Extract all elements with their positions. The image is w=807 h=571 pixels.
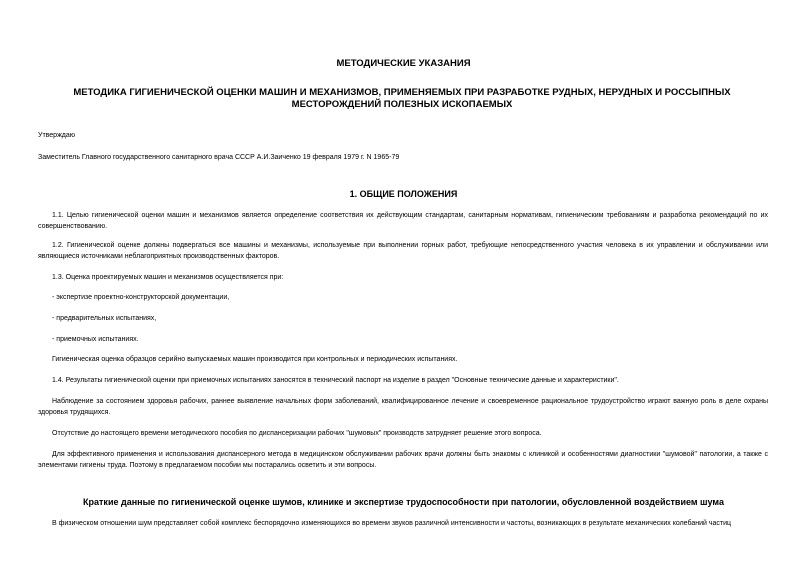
paragraph-1-2: 1.2. Гигиенической оценке должны подвергаться все машины и механизмы, используемые при выполнении горных работ, требующие непосредственного участия человека в их управлении и обслуживании или являющиеся источниками неблагоприятных производственных факторов.: [38, 242, 768, 260]
list-item-acceptance: - приемочных испытаниях.: [52, 336, 139, 343]
paragraph-physical: В физическом отношении шум представляет собой комплекс беспорядочно изменяющихся во времени звуков различной интенсивности и частоты, возникающих в результате механических колебаний частиц: [52, 520, 732, 527]
document-heading: МЕТОДИЧЕСКИЕ УКАЗАНИЯ: [336, 58, 471, 69]
approval-label: Утверждаю: [38, 132, 75, 139]
list-item-expertise: - экспертизе проектно-конструкторской документации,: [52, 294, 230, 301]
paragraph-effective: Для эффективного применения и использования диспансерного метода в медицинском обслуживании рабочих врачи должны быть знакомы с клиникой и особенностями диагностики "шумовой" патологии, а также с элементами гигиены труда. Поэтому в предлагаемом пособии мы постарались осветить и эти вопросы.: [38, 451, 768, 469]
paragraph-1-4: 1.4. Результаты гигиенической оценки при приемочных испытаниях заносятся в технический паспорт на изделие в раздел "Основные технические данные и характеристики".: [52, 377, 619, 384]
paragraph-absence: Отсутствие до настоящего времени методического пособия по диспансеризации рабочих "шумовых" производств затрудняет решение этого вопроса.: [52, 430, 542, 437]
paragraph-1-1: 1.1. Целью гигиенической оценки машин и механизмов является определение соответствия их действующим стандартам, санитарным нормативам, гигиеническим требованиям и разработка рекомендаций по их совершенствованию.: [38, 212, 768, 230]
approver-line: Заместитель Главного государственного санитарного врача СССР А.И.Заиченко 19 февраля 1979 г. N 1965-79: [38, 154, 400, 161]
section-2-title: Краткие данные по гигиенической оценке шумов, клинике и экспертизе трудоспособности при патологии, обусловленной воздействием шума: [83, 497, 724, 507]
document-title: МЕТОДИКА ГИГИЕНИЧЕСКОЙ ОЦЕНКИ МАШИН И МЕХАНИЗМОВ, ПРИМЕНЯЕМЫХ ПРИ РАЗРАБОТКЕ РУДНЫХ, НЕРУДНЫХ И РОССЫПНЫХ МЕСТОРОЖДЕНИЙ ПОЛЕЗНЫХ ИСКОПАЕМЫХ: [73, 87, 731, 110]
list-item-preliminary: - предварительных испытаниях,: [52, 315, 157, 322]
paragraph-serial: Гигиеническая оценка образцов серийно выпускаемых машин производится при контрольных и периодических испытаниях.: [52, 356, 458, 363]
paragraph-1-3: 1.3. Оценка проектируемых машин и механизмов осуществляется при:: [52, 274, 284, 281]
section-1-title: 1. ОБЩИЕ ПОЛОЖЕНИЯ: [349, 189, 458, 199]
paragraph-observe: Наблюдение за состоянием здоровья рабочих, раннее выявление начальных форм заболеваний, квалифицированное лечение и своевременное рациональное трудоустройство играют важную роль в деле охраны здоровья трудящихся.: [38, 398, 768, 416]
